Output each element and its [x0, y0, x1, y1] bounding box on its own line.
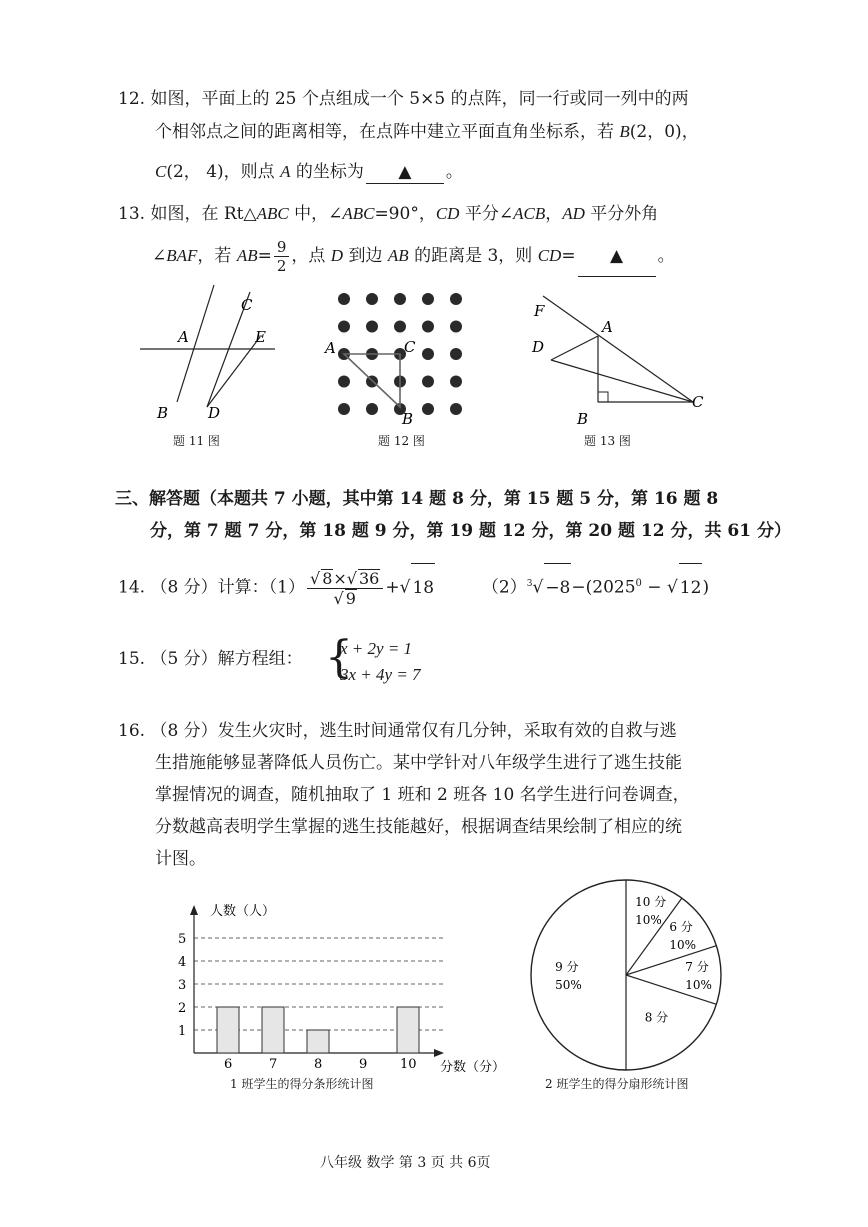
- fig13-label-f: F: [534, 302, 545, 320]
- bar-chart-xtick: 6: [224, 1057, 233, 1072]
- pie-slice-percent: 10%: [635, 912, 662, 927]
- q16-line2: 生措施能够显著降低人员伤亡。某中学针对八年级学生进行了逃生技能: [155, 753, 682, 773]
- q12-number: 12.: [118, 89, 146, 109]
- pie-slice-percent: 50%: [555, 978, 582, 992]
- fig11-line-de: [207, 337, 260, 407]
- q12-point-b: B: [619, 122, 630, 141]
- q15-brace: {: [325, 632, 353, 683]
- fig11-label-a: A: [178, 328, 189, 346]
- bar-chart-xtick: 10: [400, 1057, 417, 1072]
- q15-eq2: 3x + 4y = 7: [340, 665, 421, 684]
- q13-t1a: 如图，在 Rt△: [150, 204, 257, 224]
- q14-cbrt-neg8: −8: [544, 563, 571, 612]
- q14-exp0: 0: [635, 578, 642, 589]
- pie-slice-label: 10 分: [635, 894, 667, 909]
- section3-line2: 分，第 7 题 7 分，第 18 题 9 分，第 19 题 12 分，第 20 题 12 分，共 61 分）: [150, 521, 791, 541]
- q16-line5: 计图。: [155, 849, 206, 869]
- bar-chart-ytick: 3: [178, 978, 187, 993]
- figure-12: [322, 290, 472, 430]
- q12-point-a: A: [280, 162, 291, 181]
- q16-text-1: （8 分）发生火灾时，逃生时间通常仅有几分钟，采取有效的自救与逃: [150, 721, 677, 741]
- fig12-triangle: [344, 354, 400, 407]
- q13-frac-den: 2: [276, 257, 287, 275]
- bar-chart-xtick: 9: [359, 1057, 368, 1072]
- q13-line1: [118, 203, 658, 225]
- pie-slice-label: 7 分: [685, 960, 709, 974]
- q13-t2h: 到边: [343, 246, 388, 266]
- q12-line1: [118, 88, 689, 110]
- bar-chart-ytick: 5: [178, 932, 187, 947]
- q13-answer-blank[interactable]: ▲: [578, 236, 656, 277]
- q13-t2f: ，点: [291, 246, 331, 266]
- pie-chart-title: 2 班学生的得分扇形统计图: [545, 1077, 689, 1091]
- q12-line2: [155, 121, 699, 143]
- q14-frac-num: √ 8×√ 36: [307, 569, 383, 589]
- q14-sqrt18: 18: [411, 563, 435, 612]
- q13-t2d: AB: [236, 246, 258, 265]
- pie-slice-percent: 10%: [669, 937, 697, 952]
- q13-t2a: ∠: [152, 246, 167, 266]
- q13-t1d: ABC: [342, 204, 375, 223]
- fig12-dot: [338, 376, 350, 388]
- pie-slice-label: 8 分: [644, 1010, 669, 1025]
- bar-chart-ytick: 2: [178, 1001, 187, 1016]
- fig12-dot: [366, 403, 378, 415]
- pie-slice-label: 9 分: [555, 960, 579, 974]
- fig11-caption: 题 11 图: [173, 434, 220, 448]
- fig12-dot: [450, 403, 462, 415]
- fig13-label-d: D: [532, 338, 545, 356]
- q12-point-c: C: [155, 162, 167, 181]
- fig12-dot: [422, 376, 434, 388]
- fig11-label-b: B: [157, 404, 169, 422]
- q14-p2-e: ): [702, 577, 710, 598]
- fig12-dot: [338, 293, 350, 305]
- fig12-dot: [338, 321, 350, 333]
- q12-line3: [155, 161, 463, 184]
- q12-text-3b: (2， 4)，则点: [166, 162, 281, 182]
- q15-score: （5 分）解方程组：: [150, 649, 303, 669]
- q14-part2: （2）: [481, 577, 527, 598]
- q16-number: 16.: [118, 721, 146, 741]
- pie-slice-label: 6 分: [669, 919, 693, 934]
- fig12-dot: [422, 348, 434, 360]
- fig12-label-c: C: [404, 338, 416, 356]
- fig12-dot: [366, 293, 378, 305]
- page-footer: 八年级 数学 第 3 页 共 6页: [320, 1155, 491, 1171]
- pie-slice-percent: 10%: [685, 978, 712, 992]
- fig12-dot: [394, 321, 406, 333]
- q15-line: [118, 648, 303, 670]
- q13-t2j: 的距离是 3，则: [408, 246, 538, 266]
- class1-bar-chart: [168, 895, 528, 1075]
- bar-chart-bar: [217, 1007, 239, 1053]
- q13-t2l: =: [561, 246, 576, 266]
- q12-text-3d: 的坐标为: [290, 162, 364, 182]
- q13-t2k: CD: [537, 246, 562, 265]
- q12-answer-blank[interactable]: ▲: [366, 161, 444, 184]
- bar-chart-bar: [262, 1007, 284, 1053]
- q13-t1g: 平分∠: [459, 204, 514, 224]
- fig12-dot: [422, 293, 434, 305]
- q13-t2b: BAF: [166, 246, 198, 265]
- figure-13: [525, 282, 725, 432]
- q12-end: 。: [445, 162, 463, 182]
- q13-frac-num: 9: [274, 238, 290, 257]
- bar-chart-bar: [397, 1007, 419, 1053]
- q14-plus: +: [385, 577, 400, 598]
- q13-t1k: 平分外角: [584, 204, 659, 224]
- fig12-dot: [422, 403, 434, 415]
- q13-fraction: [274, 238, 290, 275]
- fig12-label-a: A: [325, 339, 336, 357]
- q14-score: （8 分）计算：（1）: [150, 577, 305, 598]
- q16-line1: [118, 720, 677, 742]
- q13-t1h: ACB: [513, 204, 546, 223]
- fig12-dot: [450, 293, 462, 305]
- fig12-dot: [394, 293, 406, 305]
- q14-sqrt12: 12: [679, 563, 703, 612]
- fig13-label-b: B: [577, 410, 589, 428]
- bar-chart-x-arrow: [434, 1049, 444, 1057]
- bar-chart-xtick: 7: [269, 1057, 278, 1072]
- fig12-dot: [450, 376, 462, 388]
- fig13-line-dc: [551, 360, 693, 402]
- bar-chart-ytick: 1: [178, 1024, 187, 1039]
- q12-text-1: 如图，平面上的 25 个点组成一个 5×5 的点阵，同一行或同一列中的两: [150, 89, 689, 109]
- q14-fraction: [307, 569, 383, 608]
- q14-p2-b: −(2025: [571, 577, 636, 598]
- fig12-dot: [450, 321, 462, 333]
- bar-chart-xlabel: 分数（分）: [440, 1060, 506, 1075]
- q16-line3: 掌握情况的调查，随机抽取了 1 班和 2 班各 10 名学生进行问卷调查，: [155, 785, 690, 805]
- fig13-line-fc: [543, 296, 693, 402]
- q13-t2c: ，若: [197, 246, 237, 266]
- q13-t1e: =90°，: [374, 204, 436, 224]
- q13-t2e: =: [257, 246, 272, 266]
- fig12-dot: [422, 321, 434, 333]
- q13-t1b: ABC: [256, 204, 289, 223]
- fig12-label-b: B: [402, 410, 414, 428]
- q14-sqrt36: 36: [359, 568, 380, 588]
- q14-frac-den: √ 9: [333, 588, 356, 608]
- bar-chart-title: 1 班学生的得分条形统计图: [230, 1077, 374, 1091]
- q13-end: 。: [657, 246, 675, 266]
- fig12-dot: [338, 403, 350, 415]
- q14-sqrt9: 9: [345, 588, 356, 608]
- fig11-label-c: C: [241, 296, 253, 314]
- class2-pie-chart: [530, 875, 730, 1075]
- bar-chart-ytick: 4: [178, 955, 187, 970]
- fig12-caption: 题 12 图: [378, 434, 425, 448]
- bar-chart-xtick: 8: [314, 1057, 323, 1072]
- figure-11: [130, 282, 280, 432]
- fig13-right-angle: [598, 392, 608, 402]
- q13-line2: [152, 236, 675, 277]
- q12-text-2c: (2，0)，: [629, 122, 699, 142]
- fig12-dot: [366, 321, 378, 333]
- q13-t1j: AD: [562, 204, 585, 223]
- q13-t1f: CD: [435, 204, 460, 223]
- bar-chart-y-arrow: [190, 905, 198, 915]
- q16-line4: 分数越高表明学生掌握的逃生技能越好，根据调查结果绘制了相应的统: [155, 817, 682, 837]
- q14-line: 14. （8 分）计算：（1） $\frac{√ 8\times√ 36}{√ 9}$ +√ 18 $(2)^3√ -8-(2025^0$ − √ 12): [118, 560, 709, 612]
- fig11-label-d: D: [208, 404, 221, 422]
- fig11-label-e: E: [255, 328, 266, 346]
- fig13-label-c: C: [692, 393, 704, 411]
- bar-chart-bar: [307, 1030, 329, 1053]
- q14-number: 14.: [118, 577, 146, 598]
- q13-t2i: AB: [387, 246, 409, 265]
- fig13-label-a: A: [602, 318, 613, 336]
- q14-cube-index: 3: [526, 579, 533, 589]
- bar-chart-ylabel: 人数（人）: [210, 904, 276, 919]
- fig13-caption: 题 13 图: [584, 434, 631, 448]
- fig12-dot: [450, 348, 462, 360]
- q12-text-2a: 个相邻点之间的距离相等，在点阵中建立平面直角坐标系，若: [155, 122, 620, 142]
- q14-times: ×: [333, 568, 347, 588]
- q14-p2-c: −: [641, 577, 667, 598]
- q13-t2g: D: [330, 246, 344, 265]
- q13-t1i: ，: [545, 204, 563, 224]
- fig13-line-da: [551, 336, 598, 360]
- q14-sqrt8: 8: [322, 568, 333, 588]
- q13-t1c: 中，∠: [288, 204, 343, 224]
- q15-eq1: x + 2y = 1: [340, 639, 413, 658]
- q15-number: 15.: [118, 649, 146, 669]
- section3-line1: 三、解答题（本题共 7 小题，其中第 14 题 8 分，第 15 题 5 分，第 16 题 8: [115, 489, 719, 509]
- q13-number: 13.: [118, 204, 146, 224]
